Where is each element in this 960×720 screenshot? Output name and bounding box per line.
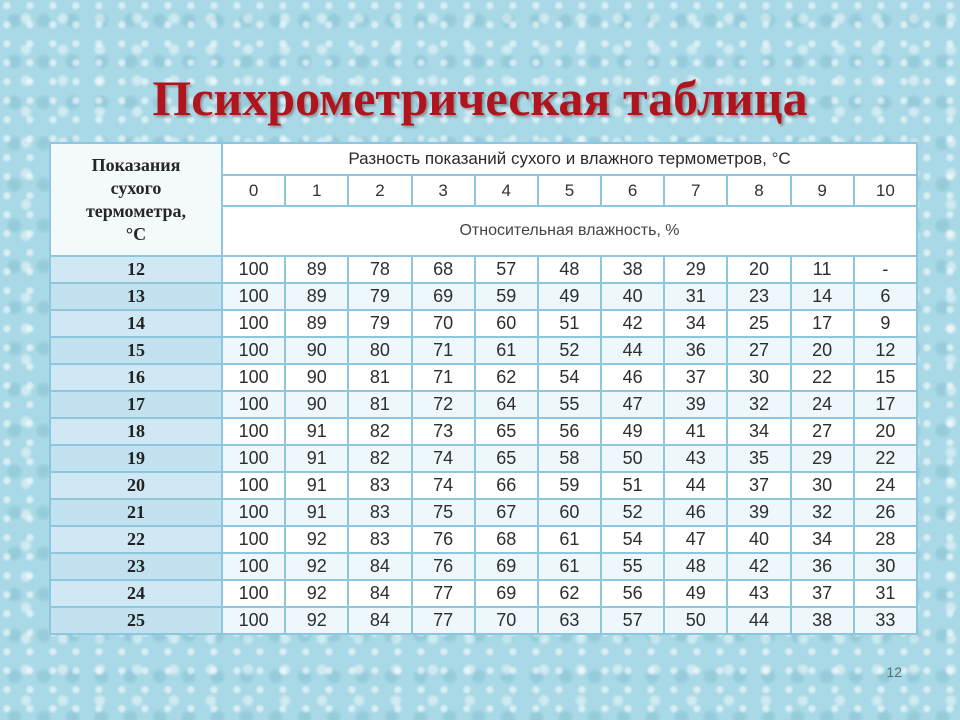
table-row: [50, 472, 917, 499]
humidity-cell: 84: [348, 607, 411, 634]
humidity-cell: 69: [475, 553, 538, 580]
dry-temperature-cell: 24: [50, 580, 222, 607]
humidity-cell: 57: [601, 607, 664, 634]
humidity-cell: 100: [222, 256, 285, 283]
humidity-cell: 24: [791, 391, 854, 418]
humidity-cell: 37: [791, 580, 854, 607]
humidity-cell: 100: [222, 553, 285, 580]
difference-header-cell: 1: [285, 175, 348, 206]
humidity-cell: 69: [412, 283, 475, 310]
humidity-cell: 82: [348, 445, 411, 472]
humidity-cell: 44: [727, 607, 790, 634]
humidity-cell: 74: [412, 472, 475, 499]
humidity-cell: 65: [475, 418, 538, 445]
table-row: [50, 526, 917, 553]
humidity-cell: 31: [854, 580, 917, 607]
page-title: Психрометрическая таблица: [152, 70, 808, 126]
humidity-cell: 73: [412, 418, 475, 445]
humidity-cell: 62: [475, 364, 538, 391]
humidity-cell: 61: [538, 553, 601, 580]
humidity-cell: 34: [727, 418, 790, 445]
humidity-cell: 27: [727, 337, 790, 364]
humidity-cell: 100: [222, 526, 285, 553]
humidity-cell: 81: [348, 391, 411, 418]
humidity-cell: 61: [475, 337, 538, 364]
humidity-cell: 90: [285, 391, 348, 418]
humidity-cell: 100: [222, 445, 285, 472]
humidity-cell: 32: [791, 499, 854, 526]
row-header-line: сухого: [110, 177, 162, 198]
difference-group-header: Разность показаний сухого и влажного термометров, °С: [222, 143, 917, 175]
humidity-cell: 36: [791, 553, 854, 580]
humidity-cell: 31: [664, 283, 727, 310]
humidity-cell: 79: [348, 310, 411, 337]
humidity-cell: 52: [538, 337, 601, 364]
humidity-cell: 65: [475, 445, 538, 472]
humidity-cell: 83: [348, 472, 411, 499]
humidity-cell: 92: [285, 553, 348, 580]
humidity-cell: 41: [664, 418, 727, 445]
humidity-cell: 72: [412, 391, 475, 418]
humidity-cell: 36: [664, 337, 727, 364]
humidity-cell: 84: [348, 580, 411, 607]
humidity-cell: 37: [664, 364, 727, 391]
table-row: [50, 553, 917, 580]
humidity-cell: 71: [412, 364, 475, 391]
humidity-cell: 79: [348, 283, 411, 310]
humidity-cell: 56: [538, 418, 601, 445]
table-row: [50, 391, 917, 418]
humidity-cell: 46: [664, 499, 727, 526]
difference-header-cell: 10: [854, 175, 917, 206]
humidity-cell: 49: [664, 580, 727, 607]
humidity-cell: 34: [791, 526, 854, 553]
humidity-cell: 68: [475, 526, 538, 553]
humidity-cell: 100: [222, 364, 285, 391]
difference-header-cell: 5: [538, 175, 601, 206]
dry-temperature-cell: 18: [50, 418, 222, 445]
humidity-cell: 40: [601, 283, 664, 310]
humidity-cell: 43: [727, 580, 790, 607]
humidity-cell: 62: [538, 580, 601, 607]
table-row: [50, 580, 917, 607]
humidity-cell: 83: [348, 526, 411, 553]
humidity-cell: 67: [475, 499, 538, 526]
humidity-cell: 29: [664, 256, 727, 283]
humidity-cell: 27: [791, 418, 854, 445]
humidity-cell: 46: [601, 364, 664, 391]
dry-thermometer-header: [50, 143, 222, 256]
humidity-cell: 90: [285, 337, 348, 364]
humidity-cell: 11: [791, 256, 854, 283]
table-row: [50, 337, 917, 364]
relative-humidity-header: Относительная влажность, %: [222, 206, 917, 256]
humidity-cell: 40: [727, 526, 790, 553]
humidity-cell: 12: [854, 337, 917, 364]
humidity-cell: 89: [285, 256, 348, 283]
humidity-cell: 37: [727, 472, 790, 499]
humidity-cell: -: [854, 256, 917, 283]
humidity-cell: 14: [791, 283, 854, 310]
humidity-cell: 20: [791, 337, 854, 364]
humidity-cell: 25: [727, 310, 790, 337]
difference-header-cell: 4: [475, 175, 538, 206]
humidity-cell: 55: [538, 391, 601, 418]
humidity-cell: 61: [538, 526, 601, 553]
humidity-cell: 82: [348, 418, 411, 445]
table-row: [50, 445, 917, 472]
dry-temperature-cell: 17: [50, 391, 222, 418]
humidity-cell: 100: [222, 607, 285, 634]
dry-temperature-cell: 16: [50, 364, 222, 391]
humidity-cell: 35: [727, 445, 790, 472]
humidity-cell: 54: [538, 364, 601, 391]
humidity-cell: 20: [727, 256, 790, 283]
difference-header-cell: 2: [348, 175, 411, 206]
difference-header-cell: 6: [601, 175, 664, 206]
table-row: [50, 418, 917, 445]
humidity-cell: 42: [727, 553, 790, 580]
humidity-cell: 91: [285, 418, 348, 445]
humidity-cell: 47: [601, 391, 664, 418]
humidity-cell: 50: [601, 445, 664, 472]
humidity-cell: 39: [727, 499, 790, 526]
dry-temperature-cell: 15: [50, 337, 222, 364]
dry-temperature-cell: 23: [50, 553, 222, 580]
humidity-cell: 92: [285, 526, 348, 553]
humidity-cell: 60: [475, 310, 538, 337]
table-row: [50, 256, 917, 283]
humidity-cell: 59: [475, 283, 538, 310]
humidity-cell: 70: [475, 607, 538, 634]
humidity-cell: 100: [222, 391, 285, 418]
humidity-cell: 100: [222, 580, 285, 607]
humidity-cell: 17: [854, 391, 917, 418]
humidity-cell: 23: [727, 283, 790, 310]
humidity-cell: 51: [538, 310, 601, 337]
humidity-cell: 81: [348, 364, 411, 391]
humidity-cell: 92: [285, 580, 348, 607]
row-header-line: термометра,: [85, 200, 187, 221]
humidity-cell: 42: [601, 310, 664, 337]
humidity-cell: 90: [285, 364, 348, 391]
row-header-line: °С: [125, 223, 147, 244]
dry-temperature-cell: 13: [50, 283, 222, 310]
humidity-cell: 54: [601, 526, 664, 553]
page-number: 12: [886, 664, 902, 680]
humidity-cell: 56: [601, 580, 664, 607]
humidity-cell: 30: [791, 472, 854, 499]
humidity-cell: 59: [538, 472, 601, 499]
humidity-cell: 48: [664, 553, 727, 580]
dry-temperature-cell: 25: [50, 607, 222, 634]
humidity-cell: 100: [222, 310, 285, 337]
humidity-cell: 22: [854, 445, 917, 472]
humidity-cell: 30: [727, 364, 790, 391]
humidity-cell: 47: [664, 526, 727, 553]
humidity-cell: 15: [854, 364, 917, 391]
row-header-line: Показания: [91, 154, 181, 175]
dry-temperature-cell: 14: [50, 310, 222, 337]
humidity-cell: 43: [664, 445, 727, 472]
humidity-cell: 51: [601, 472, 664, 499]
dry-temperature-cell: 22: [50, 526, 222, 553]
difference-header-cell: 3: [412, 175, 475, 206]
humidity-cell: 52: [601, 499, 664, 526]
humidity-cell: 39: [664, 391, 727, 418]
table-row: [50, 364, 917, 391]
humidity-cell: 69: [475, 580, 538, 607]
table-row: [50, 283, 917, 310]
humidity-cell: 48: [538, 256, 601, 283]
humidity-cell: 66: [475, 472, 538, 499]
difference-header-cell: 9: [791, 175, 854, 206]
humidity-cell: 76: [412, 553, 475, 580]
humidity-cell: 91: [285, 499, 348, 526]
dry-temperature-cell: 19: [50, 445, 222, 472]
humidity-cell: 49: [601, 418, 664, 445]
humidity-cell: 77: [412, 580, 475, 607]
humidity-cell: 89: [285, 310, 348, 337]
humidity-cell: 91: [285, 445, 348, 472]
humidity-cell: 84: [348, 553, 411, 580]
humidity-cell: 38: [791, 607, 854, 634]
humidity-cell: 76: [412, 526, 475, 553]
humidity-cell: 44: [601, 337, 664, 364]
humidity-cell: 63: [538, 607, 601, 634]
humidity-cell: 28: [854, 526, 917, 553]
dry-temperature-cell: 21: [50, 499, 222, 526]
table-body: [50, 256, 917, 634]
humidity-cell: 75: [412, 499, 475, 526]
humidity-cell: 80: [348, 337, 411, 364]
humidity-cell: 34: [664, 310, 727, 337]
humidity-cell: 32: [727, 391, 790, 418]
humidity-cell: 71: [412, 337, 475, 364]
humidity-cell: 29: [791, 445, 854, 472]
humidity-cell: 26: [854, 499, 917, 526]
humidity-cell: 64: [475, 391, 538, 418]
humidity-cell: 100: [222, 418, 285, 445]
humidity-cell: 91: [285, 472, 348, 499]
humidity-cell: 6: [854, 283, 917, 310]
humidity-cell: 30: [854, 553, 917, 580]
humidity-cell: 50: [664, 607, 727, 634]
humidity-cell: 44: [664, 472, 727, 499]
humidity-cell: 89: [285, 283, 348, 310]
humidity-cell: 92: [285, 607, 348, 634]
group-header-row: [50, 143, 917, 175]
table-row: [50, 607, 917, 634]
humidity-cell: 60: [538, 499, 601, 526]
humidity-cell: 77: [412, 607, 475, 634]
difference-header-cell: 8: [727, 175, 790, 206]
humidity-cell: 49: [538, 283, 601, 310]
humidity-cell: 9: [854, 310, 917, 337]
difference-header-cell: 0: [222, 175, 285, 206]
humidity-cell: 22: [791, 364, 854, 391]
table-row: [50, 310, 917, 337]
humidity-cell: 24: [854, 472, 917, 499]
humidity-cell: 68: [412, 256, 475, 283]
humidity-cell: 70: [412, 310, 475, 337]
humidity-cell: 100: [222, 283, 285, 310]
humidity-cell: 17: [791, 310, 854, 337]
humidity-cell: 57: [475, 256, 538, 283]
humidity-cell: 100: [222, 499, 285, 526]
psychrometric-table: [49, 142, 918, 635]
humidity-cell: 55: [601, 553, 664, 580]
humidity-cell: 78: [348, 256, 411, 283]
humidity-cell: 83: [348, 499, 411, 526]
table-row: [50, 499, 917, 526]
humidity-cell: 100: [222, 337, 285, 364]
humidity-cell: 33: [854, 607, 917, 634]
humidity-cell: 100: [222, 472, 285, 499]
dry-temperature-cell: 12: [50, 256, 222, 283]
humidity-cell: 38: [601, 256, 664, 283]
humidity-cell: 74: [412, 445, 475, 472]
dry-temperature-cell: 20: [50, 472, 222, 499]
humidity-cell: 20: [854, 418, 917, 445]
humidity-cell: 58: [538, 445, 601, 472]
difference-header-cell: 7: [664, 175, 727, 206]
